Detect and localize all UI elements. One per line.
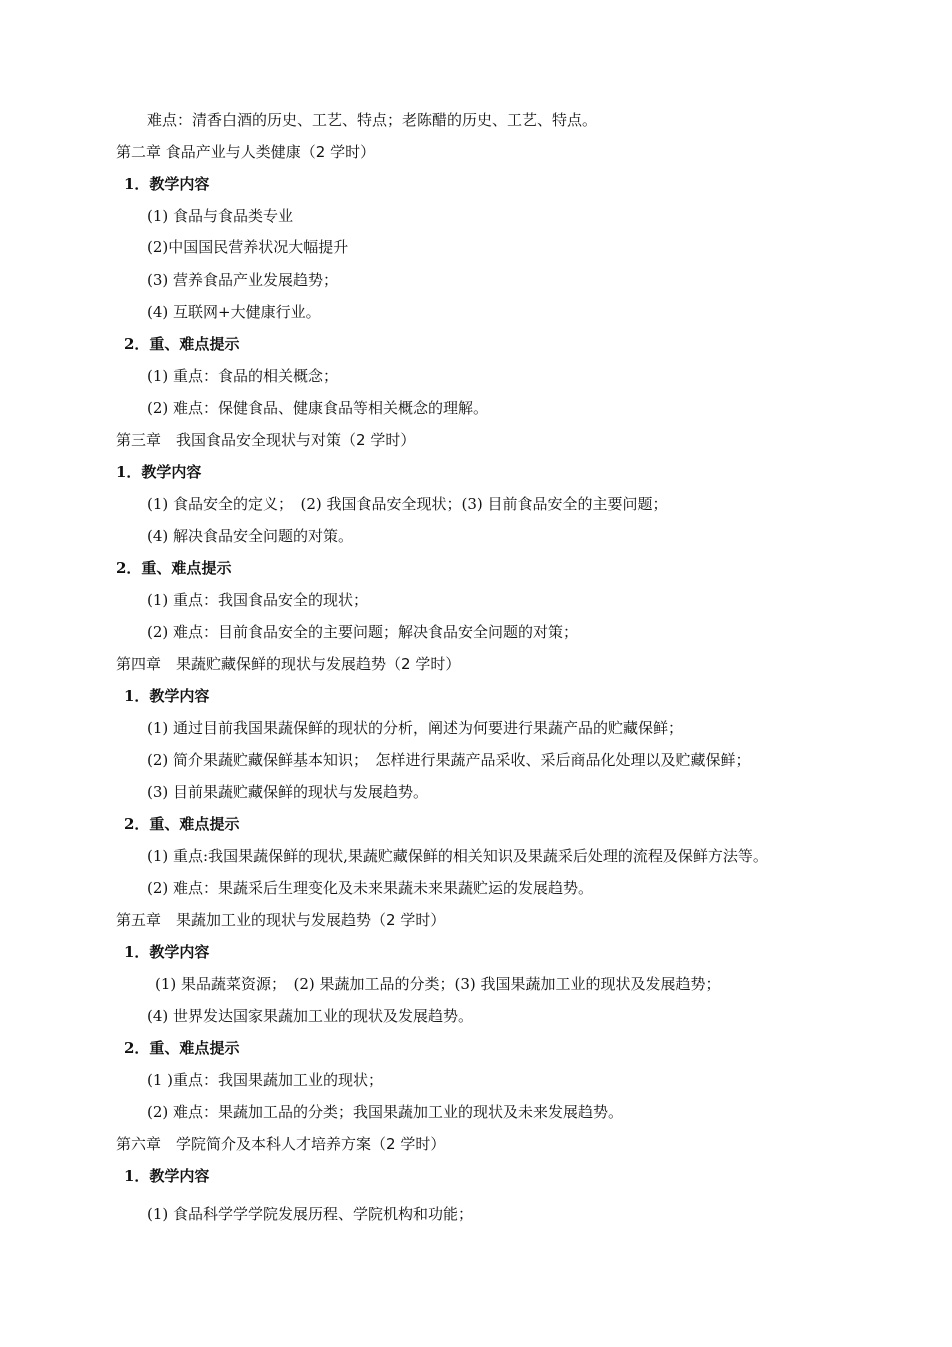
chapter-6-heading: 第六章 学院简介及本科人才培养方案（2 学时）: [116, 1135, 446, 1153]
list-item: (4) 世界发达国家果蔬加工业的现状及发展趋势。: [147, 1007, 474, 1025]
section-heading: 1．教学内容: [124, 1167, 210, 1185]
section-heading: 2．重、难点提示: [124, 335, 240, 353]
chapter-2-heading: 第二章 食品产业与人类健康（2 学时）: [116, 143, 376, 161]
section-heading: 1．教学内容: [116, 463, 202, 481]
list-item: (2)中国国民营养状况大幅提升: [147, 238, 349, 256]
list-item: (2) 难点：果蔬采后生理变化及未来果蔬未来果蔬贮运的发展趋势。: [147, 879, 594, 897]
chapter-4-heading: 第四章 果蔬贮藏保鲜的现状与发展趋势（2 学时）: [116, 655, 461, 673]
list-item: (2) 简介果蔬贮藏保鲜基本知识； 怎样进行果蔬产品采收、采后商品化处理以及贮藏保鲜；: [147, 751, 751, 769]
section-heading: 2．重、难点提示: [124, 815, 240, 833]
list-item: (1 )重点：我国果蔬加工业的现状；: [147, 1071, 384, 1089]
list-item: (4) 互联网+大健康行业。: [147, 303, 321, 321]
list-item: (3) 营养食品产业发展趋势；: [147, 271, 339, 289]
list-item: (1) 食品科学学学院发展历程、学院机构和功能；: [147, 1205, 474, 1223]
list-item: (2) 难点：保健食品、健康食品等相关概念的理解。: [147, 399, 489, 417]
list-item: (1) 食品安全的定义； (2) 我国食品安全现状；(3) 目前食品安全的主要问题；: [147, 495, 668, 513]
section-heading: 1．教学内容: [124, 687, 210, 705]
list-item: (1) 食品与食品类专业: [147, 207, 294, 225]
list-item: (4) 解决食品安全问题的对策。: [147, 527, 354, 545]
difficulty-line: 难点：清香白酒的历史、工艺、特点；老陈醋的历史、工艺、特点。: [147, 111, 598, 129]
section-heading: 1．教学内容: [124, 943, 210, 961]
chapter-5-heading: 第五章 果蔬加工业的现状与发展趋势（2 学时）: [116, 911, 446, 929]
section-heading: 1．教学内容: [124, 175, 210, 193]
list-item: (2) 难点：目前食品安全的主要问题；解决食品安全问题的对策；: [147, 623, 579, 641]
list-item: (1) 果品蔬菜资源； (2) 果蔬加工品的分类；(3) 我国果蔬加工业的现状及发展趋势；: [155, 975, 721, 993]
list-item: (1) 重点：食品的相关概念；: [147, 367, 339, 385]
list-item: (1) 通过目前我国果蔬保鲜的现状的分析，阐述为何要进行果蔬产品的贮藏保鲜；: [147, 719, 684, 737]
chapter-3-heading: 第三章 我国食品安全现状与对策（2 学时）: [116, 431, 416, 449]
section-heading: 2．重、难点提示: [124, 1039, 240, 1057]
list-item: (1) 重点：我国食品安全的现状；: [147, 591, 369, 609]
list-item: (1) 重点:我国果蔬保鲜的现状,果蔬贮藏保鲜的相关知识及果蔬采后处理的流程及保鲜方法等。: [147, 847, 768, 865]
section-heading: 2．重、难点提示: [116, 559, 232, 577]
list-item: (2) 难点：果蔬加工品的分类；我国果蔬加工业的现状及未来发展趋势。: [147, 1103, 624, 1121]
list-item: (3) 目前果蔬贮藏保鲜的现状与发展趋势。: [147, 783, 429, 801]
